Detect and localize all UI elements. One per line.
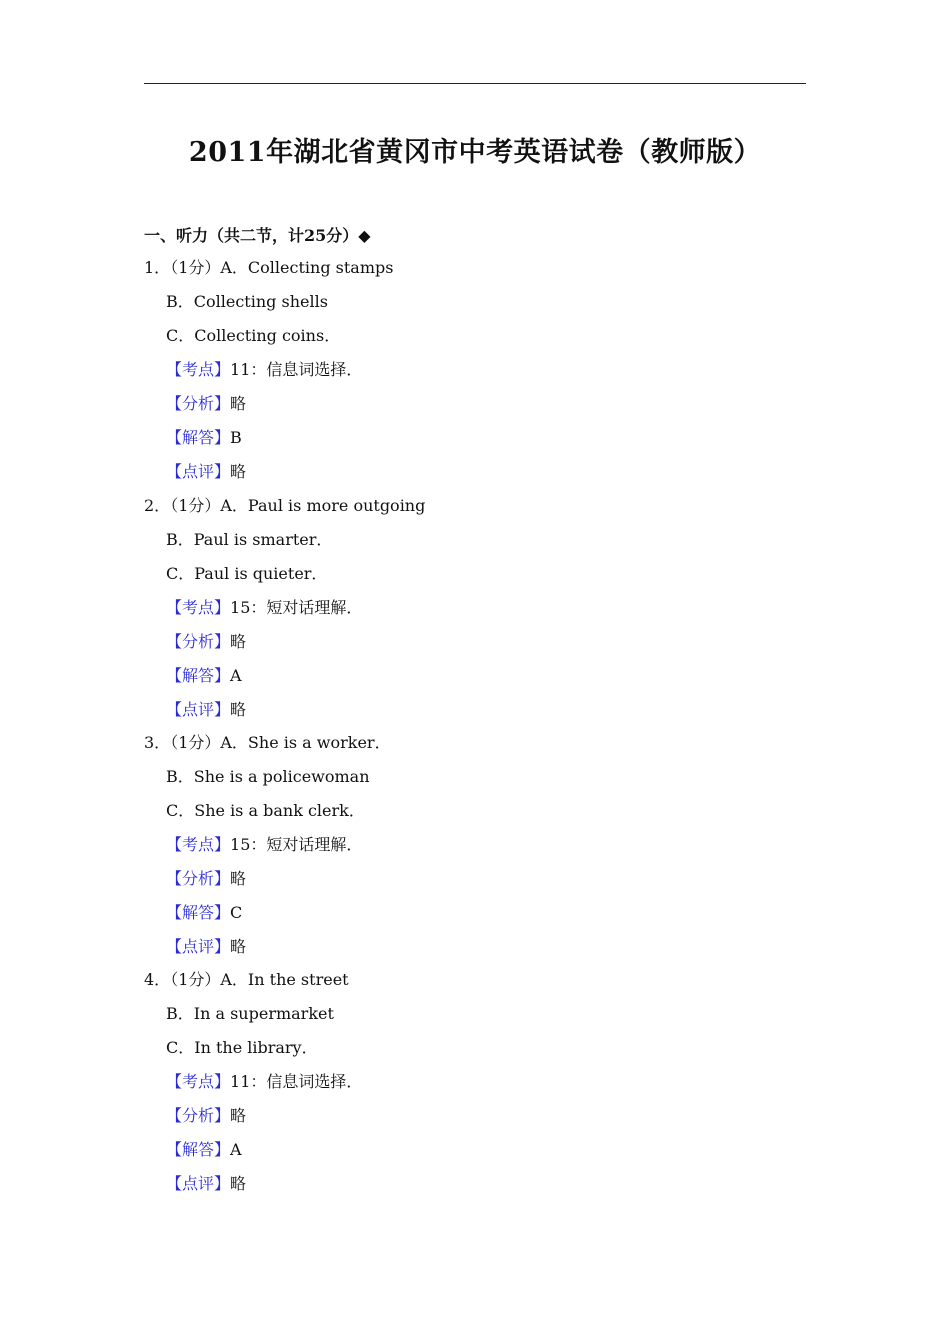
fenxi-row bbox=[144, 868, 804, 902]
option-c: C．Collecting coins． bbox=[166, 326, 341, 345]
document-title: 2011年湖北省黄冈市中考英语试卷（教师版） bbox=[188, 137, 762, 168]
dianping-row bbox=[144, 1173, 804, 1207]
option-b: B．Collecting shells bbox=[166, 292, 328, 311]
header-rule bbox=[144, 83, 806, 84]
kaodian-tag: 【考点】 bbox=[166, 1072, 231, 1091]
option-b: B．In a supermarket bbox=[166, 1004, 334, 1023]
question-stem bbox=[144, 495, 804, 529]
jieda-row bbox=[144, 902, 804, 936]
option-c: C．Paul is quieter． bbox=[166, 564, 328, 583]
option-c: C．In the library． bbox=[166, 1038, 318, 1057]
kaodian-row bbox=[144, 359, 804, 393]
fenxi-row bbox=[144, 1105, 804, 1139]
question-number: 3． bbox=[144, 733, 171, 752]
question-number: 4． bbox=[144, 970, 171, 989]
question-stem bbox=[144, 732, 804, 766]
jieda-row bbox=[144, 665, 804, 699]
fenxi-tag: 【分析】 bbox=[166, 1106, 231, 1125]
kaodian-text: 15：短对话理解． bbox=[230, 598, 363, 617]
dianping-row bbox=[144, 461, 804, 495]
question-stem bbox=[144, 257, 804, 291]
jieda-answer: C bbox=[230, 903, 243, 922]
question-3 bbox=[144, 732, 804, 970]
jieda-tag: 【解答】 bbox=[166, 428, 231, 447]
kaodian-row bbox=[144, 834, 804, 868]
question-score: （1分） bbox=[170, 496, 221, 515]
question-number: 1． bbox=[144, 258, 171, 277]
kaodian-tag: 【考点】 bbox=[166, 598, 231, 617]
jieda-row bbox=[144, 1139, 804, 1173]
fenxi-text: 略 bbox=[230, 1106, 247, 1125]
jieda-tag: 【解答】 bbox=[166, 903, 231, 922]
dianping-tag: 【点评】 bbox=[166, 700, 231, 719]
question-stem bbox=[144, 969, 804, 1003]
question-2 bbox=[144, 495, 804, 733]
option-b: B．She is a policewoman bbox=[166, 767, 370, 786]
dianping-row bbox=[144, 936, 804, 970]
dianping-text: 略 bbox=[230, 700, 247, 719]
dianping-tag: 【点评】 bbox=[166, 462, 231, 481]
dianping-text: 略 bbox=[230, 937, 247, 956]
question-4 bbox=[144, 969, 804, 1207]
question-score: （1分） bbox=[170, 258, 221, 277]
kaodian-row bbox=[144, 1071, 804, 1105]
dianping-row bbox=[144, 699, 804, 733]
fenxi-text: 略 bbox=[230, 869, 247, 888]
fenxi-tag: 【分析】 bbox=[166, 632, 231, 651]
kaodian-text: 11：信息词选择． bbox=[230, 1072, 363, 1091]
option-a: A．Paul is more outgoing bbox=[220, 496, 426, 515]
section-heading: 一、听力（共二节，计25分）◆ bbox=[144, 226, 371, 245]
fenxi-tag: 【分析】 bbox=[166, 394, 231, 413]
dianping-text: 略 bbox=[230, 462, 247, 481]
jieda-answer: B bbox=[230, 428, 242, 447]
jieda-row bbox=[144, 427, 804, 461]
jieda-answer: A bbox=[230, 1140, 242, 1159]
kaodian-text: 15：短对话理解． bbox=[230, 835, 363, 854]
question-score: （1分） bbox=[170, 733, 221, 752]
kaodian-text: 11：信息词选择． bbox=[230, 360, 363, 379]
kaodian-tag: 【考点】 bbox=[166, 360, 231, 379]
option-c: C．She is a bank clerk． bbox=[166, 801, 365, 820]
question-number: 2． bbox=[144, 496, 171, 515]
option-a: A．In the street bbox=[220, 970, 349, 989]
jieda-tag: 【解答】 bbox=[166, 666, 231, 685]
option-a: A．She is a worker． bbox=[220, 733, 391, 752]
kaodian-tag: 【考点】 bbox=[166, 835, 231, 854]
fenxi-row bbox=[144, 631, 804, 665]
kaodian-row bbox=[144, 597, 804, 631]
jieda-tag: 【解答】 bbox=[166, 1140, 231, 1159]
dianping-text: 略 bbox=[230, 1174, 247, 1193]
option-b: B．Paul is smarter． bbox=[166, 530, 333, 549]
dianping-tag: 【点评】 bbox=[166, 937, 231, 956]
fenxi-row bbox=[144, 393, 804, 427]
question-1 bbox=[144, 257, 804, 495]
fenxi-tag: 【分析】 bbox=[166, 869, 231, 888]
fenxi-text: 略 bbox=[230, 632, 247, 651]
question-score: （1分） bbox=[170, 970, 221, 989]
option-a: A．Collecting stamps bbox=[220, 258, 394, 277]
fenxi-text: 略 bbox=[230, 394, 247, 413]
jieda-answer: A bbox=[230, 666, 242, 685]
dianping-tag: 【点评】 bbox=[166, 1174, 231, 1193]
